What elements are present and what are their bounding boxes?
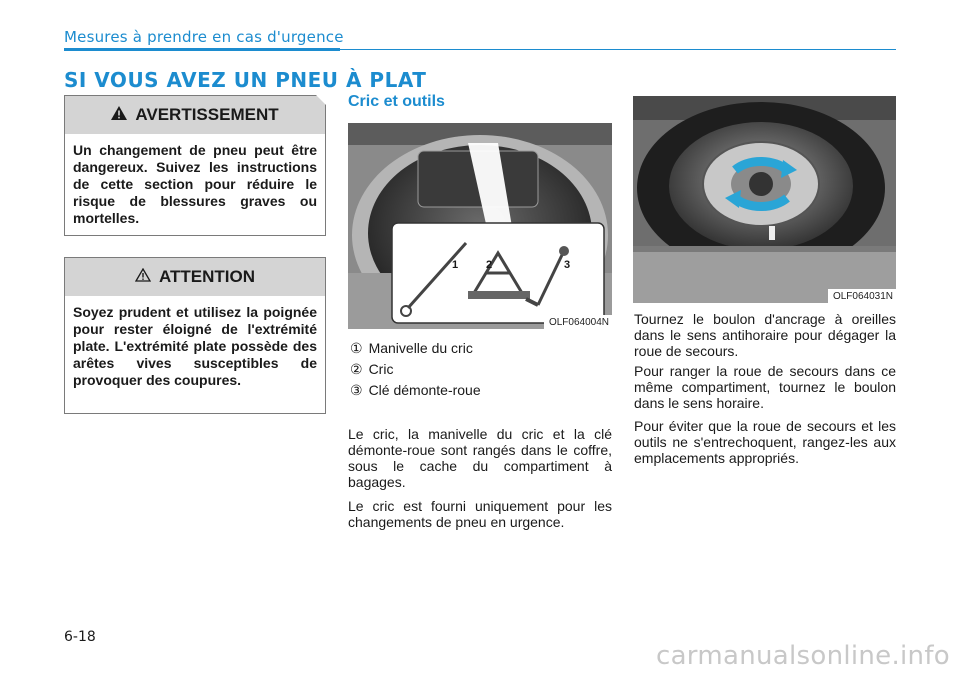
page-number: 6-18 [64,629,96,645]
page-title: SI VOUS AVEZ UN PNEU À PLAT [64,68,427,92]
callout-1: 1 [452,259,459,271]
tools-paragraph: Le cric est fourni uniquement pour les changements de pneu en urgence. [348,498,612,530]
warning-title: AVERTISSEMENT [135,105,279,124]
attention-title: ATTENTION [158,267,255,286]
spare-figure-label: OLF064031N [828,289,896,303]
spare-wheel-illustration [633,96,896,303]
watermark: carmanualsonline.info [655,641,950,671]
spare-paragraph: Tournez le boulon d'ancrage à oreilles dans le sens antihoraire pour dégager la roue de secours. [634,311,896,359]
list-marker: ③ [350,382,363,398]
spare-wheel-figure [633,96,896,303]
list-marker: ② [350,361,363,377]
list-item [350,340,473,357]
list-item [350,361,393,378]
warning-triangle-icon [111,105,127,125]
list-item [350,382,481,399]
tools-figure-label: OLF064004N [544,315,612,329]
spare-paragraph: Pour ranger la roue de secours dans ce même compartiment, tournez le boulon dans le sens horaire. [634,363,896,411]
callout-3: 3 [564,259,571,271]
list-label: Clé démonte-roue [368,382,481,398]
header-rule-thick [64,48,340,51]
attention-box-header [65,258,325,296]
attention-text: Soyez prudent et utilisez la poignée pour rester éloigné de l'extrémité plate. L'extrémité plate possède des arêtes vives susceptibles de provoquer des coupures. [73,304,317,388]
warning-box [64,95,326,236]
list-label: Cric [368,361,394,377]
header-rule-thin [340,49,896,50]
trunk-tools-illustration [348,123,612,329]
tools-paragraph: Le cric, la manivelle du cric et la clé démonte-roue sont rangés dans le coffre, sous le cache du compartiment à bagages. [348,426,612,490]
list-label: Manivelle du cric [368,340,473,356]
spare-paragraph: Pour éviter que la roue de secours et les outils ne s'entrechoquent, rangez-les aux emplacements appropriés. [634,418,896,466]
caution-triangle-icon [135,267,151,287]
callout-2: 2 [486,259,493,271]
tools-heading: Cric et outils [348,93,445,110]
section-header: Mesures à prendre en cas d'urgence [64,28,344,46]
warning-text: Un changement de pneu peut être dangereux. Suivez les instructions de cette section pour réduire le risque de blessures graves ou mortelles. [73,142,317,226]
warning-box-header [65,96,325,134]
attention-box [64,257,326,414]
list-marker: ① [350,340,363,356]
tools-figure [348,123,612,329]
